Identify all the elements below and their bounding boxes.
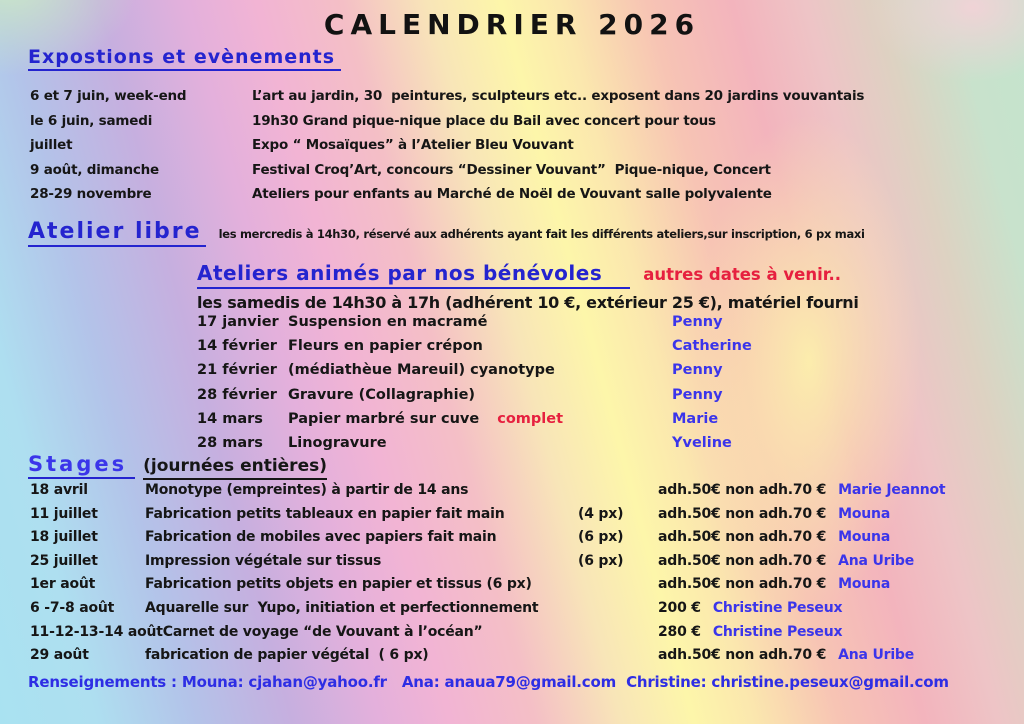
- stage-activity: Aquarelle sur Yupo, initiation et perfectionnement: [145, 599, 539, 616]
- expositions-heading: Expostions et evènements: [28, 46, 341, 71]
- workshop-activity: (médiathèue Mareuil) cyanotype: [288, 362, 555, 379]
- benevoles-subline: les samedis de 14h30 à 17h (adhérent 10 €, extérieur 25 €), matériel fourni: [197, 293, 859, 312]
- event-row: [30, 158, 864, 183]
- stage-price: adh.50€ non adh.70 €: [658, 552, 827, 569]
- workshop-date: 17 janvier: [197, 314, 279, 330]
- stage-price: adh.50€ non adh.70 €: [658, 576, 827, 593]
- workshop-date: 28 février: [197, 386, 277, 403]
- stage-price: adh.50€ non adh.70 €: [658, 505, 827, 522]
- stage-price-group: [658, 573, 890, 597]
- event-row: [30, 133, 864, 158]
- stage-row: [30, 573, 891, 597]
- stage-instructor-name: Mouna: [838, 505, 891, 522]
- stage-instructor-name: Christine Peseux: [712, 623, 843, 640]
- event-date: juillet: [30, 137, 73, 153]
- workshop-animator-name: Marie: [672, 410, 719, 427]
- stages-section: [28, 452, 327, 480]
- stage-date: 6 -7-8 août: [30, 599, 115, 616]
- workshop-animator-name: Penny: [672, 314, 723, 330]
- stage-date: 25 juillet: [30, 552, 98, 569]
- stage-price: 280 €: [658, 623, 701, 640]
- stage-price: adh.50€ non adh.70 €: [658, 647, 827, 664]
- event-description: Expo “ Mosaïques” à l’Atelier Bleu Vouvant: [252, 137, 574, 153]
- stage-activity: Carnet de voyage “de Vouvant à l’océan”: [162, 623, 483, 640]
- stage-price-group: [658, 479, 945, 503]
- event-description: Festival Croq’Art, concours “Dessiner Vouvant” Pique-nique, Concert: [252, 161, 771, 178]
- stage-price-group: [658, 526, 890, 550]
- stage-price-group: [658, 597, 842, 621]
- atelier-libre-note: les mercredis à 14h30, réservé aux adhérents ayant fait les différents ateliers,sur inscription, 6 px maxi: [218, 227, 865, 241]
- event-description: 19h30 Grand pique-nique place du Bail avec concert pour tous: [252, 112, 716, 129]
- page-title: CALENDRIER 2026: [323, 8, 701, 41]
- workshop-animator-name: Penny: [672, 386, 723, 403]
- stage-activity: Monotype (empreintes) à partir de 14 ans: [145, 482, 469, 498]
- stage-price-group: [658, 621, 842, 645]
- events-list: [30, 84, 864, 207]
- stages-heading: Stages: [28, 452, 135, 479]
- stage-instructor-name: Marie Jeannot: [838, 482, 946, 498]
- event-description: L’art au jardin, 30 peintures, sculpteurs etc.. exposent dans 20 jardins vouvantais: [252, 88, 865, 104]
- workshop-row: [197, 407, 719, 431]
- stage-activity: fabrication de papier végétal ( 6 px): [145, 647, 429, 664]
- workshop-animator-name: Yveline: [672, 434, 732, 451]
- stages-heading-suffix: (journées entières): [143, 456, 327, 480]
- stage-activity: Fabrication petits objets en papier et tissus (6 px): [145, 576, 532, 593]
- stages-list: [30, 479, 946, 668]
- event-row: [30, 109, 864, 134]
- stage-date: 29 août: [30, 647, 89, 664]
- stage-date: 18 juillet: [30, 529, 98, 546]
- event-date: 28-29 novembre: [30, 186, 152, 202]
- stage-row: [30, 550, 915, 574]
- benevoles-section: [197, 261, 841, 289]
- event-date: le 6 juin, samedi: [30, 112, 153, 129]
- contact-line: Renseignements : Mouna: cjahan@yahoo.fr Ana: anaua79@gmail.com Christine: christine.peseux@gmail.com: [28, 673, 949, 691]
- event-row: [30, 182, 864, 207]
- stage-row: [30, 644, 915, 668]
- stage-activity: Impression végétale sur tissus: [145, 552, 382, 569]
- atelier-libre-heading: Atelier libre: [28, 219, 206, 247]
- stage-row: [30, 597, 843, 621]
- workshops-list: [197, 310, 752, 455]
- stage-activity: Fabrication de mobiles avec papiers fait main: [145, 529, 497, 546]
- stage-row: [30, 526, 891, 550]
- stage-participants: (6 px): [578, 552, 624, 569]
- workshop-date: 21 février: [197, 362, 277, 379]
- stage-price-group: [658, 503, 890, 527]
- atelier-libre-section: [28, 219, 865, 247]
- stage-participants: (6 px): [578, 529, 624, 546]
- workshop-date: 28 mars: [197, 434, 263, 451]
- workshop-row: [197, 310, 723, 334]
- stage-price: 200 €: [658, 599, 701, 616]
- stage-price-group: [658, 550, 914, 574]
- stage-row: [30, 479, 946, 503]
- stage-price: adh.50€ non adh.70 €: [658, 529, 827, 546]
- stage-activity: Fabrication petits tableaux en papier fait main: [145, 505, 505, 522]
- workshop-animator-name: Penny: [672, 362, 723, 379]
- stage-row: [30, 621, 843, 645]
- stage-price-group: [658, 644, 914, 668]
- stage-instructor-name: Christine Peseux: [712, 599, 843, 616]
- workshop-activity: Papier marbré sur cuve: [288, 410, 480, 427]
- stage-date: 18 avril: [30, 482, 88, 498]
- workshop-activity: Linogravure: [288, 434, 387, 451]
- stage-instructor-name: Mouna: [838, 529, 891, 546]
- stage-row: [30, 503, 891, 527]
- event-row: [30, 84, 864, 109]
- stage-date: 11-12-13-14 août: [30, 623, 163, 640]
- stage-price: adh.50€ non adh.70 €: [658, 482, 827, 498]
- workshop-activity: Fleurs en papier crépon: [288, 338, 483, 355]
- stage-instructor-name: Ana Uribe: [838, 647, 915, 664]
- workshop-date: 14 mars: [197, 410, 263, 427]
- workshop-activity: Gravure (Collagraphie): [288, 386, 476, 403]
- stage-instructor-name: Ana Uribe: [838, 552, 915, 569]
- workshop-animator-name: Catherine: [672, 338, 752, 355]
- stage-instructor-name: Mouna: [838, 576, 891, 593]
- workshop-row: [197, 383, 723, 407]
- stage-date: 1er août: [30, 576, 96, 593]
- stage-date: 11 juillet: [30, 505, 98, 522]
- benevoles-extra-note: autres dates à venir..: [643, 265, 842, 284]
- event-description: Ateliers pour enfants au Marché de Noël de Vouvant salle polyvalente: [252, 186, 772, 202]
- workshop-row: [197, 358, 723, 382]
- workshop-activity: Suspension en macramé: [288, 314, 488, 330]
- workshop-date: 14 février: [197, 338, 277, 355]
- workshop-full-badge: complet: [497, 410, 563, 427]
- workshop-row: [197, 334, 752, 358]
- stage-participants: (4 px): [578, 505, 624, 522]
- event-date: 9 août, dimanche: [30, 161, 160, 178]
- event-date: 6 et 7 juin, week-end: [30, 88, 187, 104]
- benevoles-heading: Ateliers animés par nos bénévoles: [197, 261, 630, 289]
